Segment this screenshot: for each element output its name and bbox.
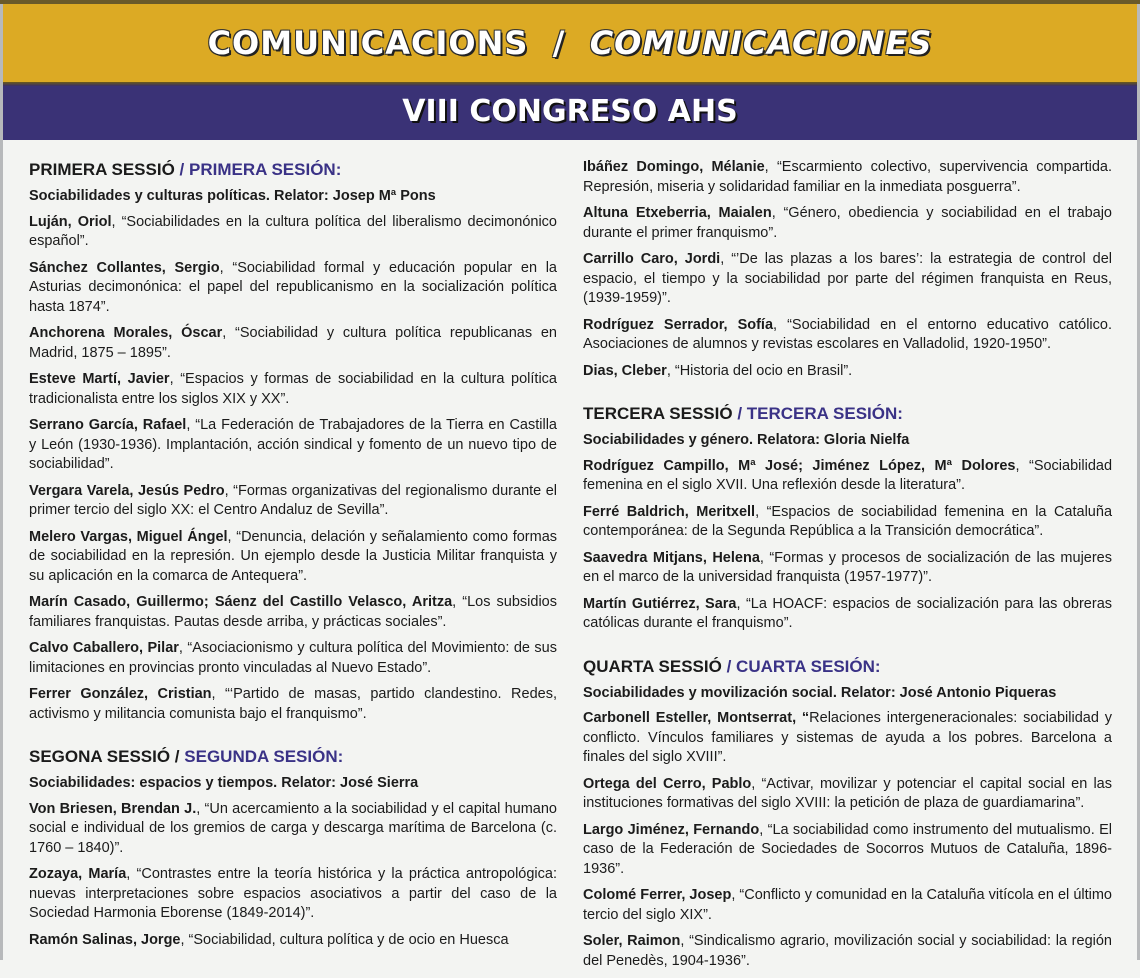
list-item: Melero Vargas, Miguel Ángel, “Denuncia, delación y señalamiento como formas de sociabilidad en la represión. Un ejemplo desde la Justicia Militar franquista y su aplicación en la comarca de Antequera”. <box>29 528 558 584</box>
header-title <box>3 4 1137 62</box>
session-3-title: TERCERA SESSIÓ / TERCERA SESIÓN: <box>583 404 903 423</box>
list-item: Rodríguez Campillo, Mª José; Jiménez López, Mª Dolores, “Sociabilidad femenina en el siglo XVII. Una reflexión desde la literatura”. <box>583 457 1113 493</box>
list-item: Largo Jiménez, Fernando, “La sociabilidad como instrumento del mutualismo. El caso de la Federación de Sociedades de Socorros Mutuos de Cataluña, 1896-1936”. <box>583 821 1112 877</box>
list-item: Ferré Baldrich, Meritxell, “Espacios de sociabilidad femenina en la Cataluña contemporánea: de la Segunda República a la Transición democrática”. <box>583 503 1113 539</box>
session-2-topic: Sociabilidades: espacios y tiempos. Relator: José Sierra <box>29 775 419 791</box>
list-item: Serrano García, Rafael, “La Federación de Trabajadores de la Tierra en Castilla y León (1930-1936). Implantación, acción sindical y fomento de un nuevo tipo de sociabilidad”. <box>29 417 557 472</box>
list-item: Soler, Raimon, “Sindicalismo agrario, movilización social y sociabilidad: la región del Penedès, 1904-1936”. <box>583 933 1112 969</box>
congress-title: VIII CONGRESO AHS <box>402 94 738 129</box>
title-catalan: COMUNICACIONS <box>207 24 529 62</box>
list-item: Martín Gutiérrez, Sara, “La HOACF: espacios de socialización para las obreras católicas durante el franquismo”. <box>583 595 1113 631</box>
left-column <box>29 158 557 957</box>
list-item: Vergara Varela, Jesús Pedro, “Formas organizativas del regionalismo durante el primer tercio del siglo XX: el Centro Andaluz de Sevilla”. <box>29 482 557 518</box>
list-item: Carbonell Esteller, Montserrat, “Relaciones intergeneracionales: sociabilidad y conflicto. Vínculos familiares y sistemas de ayuda a los pobres. Barcelona a finales del siglo XVIII”. <box>583 710 1112 765</box>
list-item: Sánchez Collantes, Sergio, “Sociabilidad formal y educación popular en la Asturias decimonónica: el papel del republicanismo en la socialización política hasta 1874”. <box>29 259 557 315</box>
session-2-title: SEGONA SESSIÓ / SEGUNDA SESIÓN: <box>29 747 344 766</box>
list-item: Ferrer González, Cristian, “‘Partido de masas, partido clandestino. Redes, activismo y militancia comunista bajo el franquismo”. <box>29 686 557 722</box>
list-item: Marín Casado, Guillermo; Sáenz del Castillo Velasco, Aritza, “Los subsidios familiares franquistas. Pautas desde arriba, y prácticas sociales”. <box>29 594 557 630</box>
list-item: Dias, Cleber, “Historia del ocio en Brasil”. <box>583 362 853 379</box>
header-band <box>3 4 1137 82</box>
session-4-topic: Sociabilidades y movilización social. Relator: José Antonio Piqueras <box>583 684 1057 701</box>
title-spanish: COMUNICACIONES <box>589 24 933 62</box>
list-item: Anchorena Morales, Óscar, “Sociabilidad y cultura política republicanas en Madrid, 1875 – 1895”. <box>29 325 557 361</box>
session-1-title: PRIMERA SESSIÓ / PRIMERA SESIÓN: <box>29 160 342 179</box>
list-item: Altuna Etxeberria, Maialen, “Género, obediencia y sociabilidad en el trabajo durante el primer franquismo”. <box>583 205 1112 241</box>
list-item: Rodríguez Serrador, Sofía, “Sociabilidad en el entorno educativo católico. Asociaciones de alumnos y revistas escolares en Valladolid, 1920-1950”. <box>583 316 1112 352</box>
list-item: Saavedra Mitjans, Helena, “Formas y procesos de socialización de las mujeres en el marco de la universidad franquista (1957-1977)”. <box>583 549 1113 585</box>
list-item: Carrillo Caro, Jordi, “’De las plazas a los bares’: la estrategia de control del espacio, el tiempo y la sociabilidad por parte del régimen franquista en Reus, (1939-1959)”. <box>583 251 1112 306</box>
session-3-topic: Sociabilidades y género. Relatora: Gloria Nielfa <box>583 432 910 448</box>
left-border <box>0 4 3 960</box>
list-item: Ramón Salinas, Jorge, “Sociabilidad, cultura política y de ocio en Huesca <box>29 931 509 948</box>
list-item: Luján, Oriol, “Sociabilidades en la cultura política del liberalismo decimonónico español”. <box>29 213 557 249</box>
list-item: Colomé Ferrer, Josep, “Conflicto y comunidad en la Cataluña vitícola en el último tercio del siglo XIX”. <box>583 887 1112 923</box>
list-item: Ortega del Cerro, Pablo, “Activar, movilizar y potenciar el capital social en las instituciones formativas del siglo XVIII: la petición de plaza de guardiamarina”. <box>583 775 1112 811</box>
list-item: Zozaya, María, “Contrastes entre la teoría histórica y la práctica antropológica: nuevas interpretaciones sobre espacios asociativos a partir del caso de la Sociedad Harmonia Eborense (1849-2014)”. <box>29 866 557 921</box>
session-4-title: QUARTA SESSIÓ / CUARTA SESIÓN: <box>583 656 881 676</box>
list-item: Ibáñez Domingo, Mélanie, “Escarmiento colectivo, supervivencia compartida. Represión, miseria y solidaridad familiar en la inmediata posguerra”. <box>583 159 1112 195</box>
session-1-topic: Sociabilidades y culturas políticas. Relator: Josep Mª Pons <box>29 188 436 204</box>
list-item: Calvo Caballero, Pilar, “Asociacionismo y cultura política del Movimiento: de sus limitaciones en provincias pronto vinculadas al Nuevo Estado”. <box>29 640 557 676</box>
right-column <box>583 158 1112 978</box>
subheader-band <box>3 86 1137 140</box>
list-item: Esteve Martí, Javier, “Espacios y formas de sociabilidad en la cultura política tradicionalista entre los siglos XIX y XX”. <box>29 371 557 407</box>
list-item: Von Briesen, Brendan J., “Un acercamiento a la sociabilidad y el capital humano social e individual de los gremios de carga y descarga marítima de Barcelona (c. 1760 – 1840)”. <box>29 800 557 856</box>
title-separator: / <box>552 24 566 62</box>
